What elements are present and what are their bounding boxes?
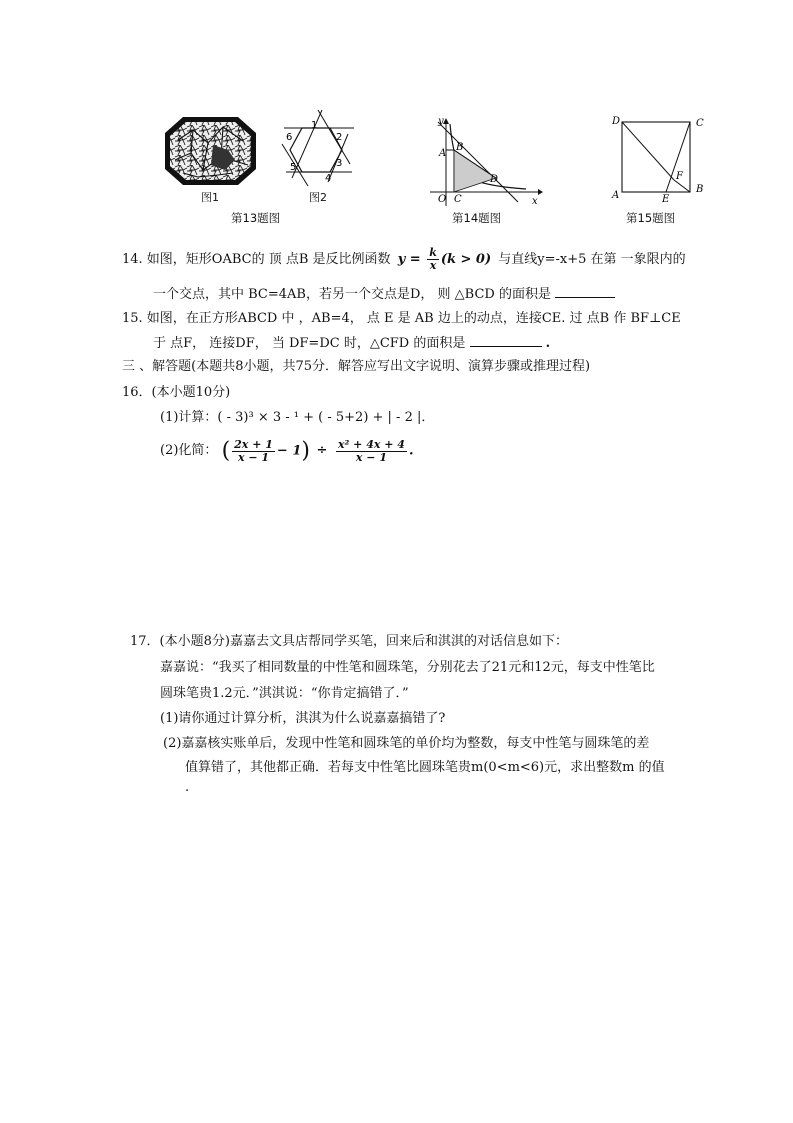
fig15-label-c: C xyxy=(696,118,704,129)
q17-line-6: 值算错了，其他都正确．若每支中性笔比圆珠笔贵m(0<m<6)元，求出整数m 的值 xyxy=(185,760,665,775)
q16-expression: ( $\frac{2x + 1}{x - 1}$ − 1) ÷ $\frac{\text{x² + 4x + 4}}{x - 1}$ . xyxy=(221,437,414,464)
q16-part-1: (1)计算：( - 3)³ × 3 - ¹ + ( - 5+2) + | - 2 |． xyxy=(160,410,435,425)
fig14-label-a: A xyxy=(439,148,447,159)
q17-line-2: 嘉嘉说：“我买了相同数量的中性笔和圆珠笔，分别花去了21元和12元，每支中性笔比 xyxy=(160,660,655,675)
q17-line-1: 17．(本小题8分)嘉嘉去文具店帮同学买笔，回来后和淇淇的对话信息如下： xyxy=(130,634,568,649)
q16-part-2-label: (2)化简： xyxy=(160,443,218,458)
fig14-label-c: C xyxy=(454,194,462,205)
fig15-label-e: E xyxy=(662,194,670,204)
q14-line-2-text: 一个交点，其中 BC=4AB，若另一个交点是D， 则 △BCD 的面积是 xyxy=(153,287,551,302)
q15-line-1: 15. 如图，在正方形ABCD 中 ，AB=4， 点 E 是 AB 边上的动点，连接CE. 过 点B 作 BF⊥CE xyxy=(122,311,681,326)
fig14-label-x: x xyxy=(532,196,538,207)
q16-den-2: x − 1 xyxy=(355,450,387,464)
q16-title: 16．(本小题10分) xyxy=(122,385,231,400)
q14-formula: y = $\frac{k}{x}$ (k > 0) xyxy=(397,246,492,272)
figure-2-label: 图2 xyxy=(309,191,327,204)
q14-line-2 xyxy=(153,285,615,303)
figure-14-graph xyxy=(426,116,544,208)
fig14-label-o: O xyxy=(438,194,447,205)
q16-num-1: 2x + 1 xyxy=(234,437,273,451)
q15-line-2-text: 于 点F， 连接DF， 当 DF=DC 时，△CFD 的面积是 xyxy=(153,336,466,351)
q17-line-7: . xyxy=(185,780,190,795)
fig2-angle-5: 5 xyxy=(290,162,297,173)
q15-line-2-end: . xyxy=(545,336,551,351)
fig2-angle-2: 2 xyxy=(336,132,343,143)
q15-line-2 xyxy=(153,334,550,352)
fig14-label-b: B xyxy=(456,142,464,153)
q14-line-1 xyxy=(122,247,686,272)
fig15-label-f: F xyxy=(676,171,683,182)
q14-answer-blank xyxy=(555,285,615,298)
fig2-angle-1: 1 xyxy=(311,120,318,131)
q16-divide: ÷ xyxy=(316,443,328,458)
figure-15-caption: 第15题图 xyxy=(626,211,676,225)
fig15-label-b: B xyxy=(696,184,704,195)
q16-part-2 xyxy=(160,436,413,467)
figure-1-label: 图1 xyxy=(201,191,219,204)
figure-13-image-1 xyxy=(163,115,258,187)
q16-minus-one: − 1 xyxy=(276,443,302,458)
q17-line-5: (2)嘉嘉核实账单后，发现中性笔和圆珠笔的单价均为整数，每支中性笔与圆珠笔的差 xyxy=(163,736,650,751)
figure-13-image-2 xyxy=(278,108,356,188)
fig2-angle-4: 4 xyxy=(325,173,332,184)
q16-end-dot: . xyxy=(408,443,414,458)
q15-answer-blank xyxy=(470,334,542,347)
fig2-angle-6: 6 xyxy=(286,132,293,143)
q17-line-3: 圆珠笔贵1.2元．”淇淇说：“你肯定搞错了．” xyxy=(160,686,409,701)
figure-13-caption: 第13题图 xyxy=(231,211,281,225)
figure-14-caption: 第14题图 xyxy=(452,211,502,225)
section-3-heading: 三 、解答题(本题共8小题，共75分．解答应写出文字说明、演算步骤或推理过程) xyxy=(122,359,591,374)
q17-line-4: (1)请你通过计算分析，淇淇为什么说嘉嘉搞错了? xyxy=(160,711,446,726)
q16-num-2: x² + 4x + 4 xyxy=(337,437,405,451)
q14-line-1-end: 与直线y=-x+5 在第 一象限内的 xyxy=(498,252,686,267)
figure-15-square xyxy=(606,112,710,204)
q16-den-1: x − 1 xyxy=(237,450,270,464)
fig14-label-y: y xyxy=(438,116,444,127)
fig15-label-a: A xyxy=(612,190,620,201)
fig15-label-d: D xyxy=(612,116,621,127)
fig14-label-d: D xyxy=(490,174,499,185)
q14-line-1-start: 14. 如图，矩形OABC的 顶 点B 是反比例函数 xyxy=(122,252,391,267)
fig2-angle-3: 3 xyxy=(336,158,343,169)
